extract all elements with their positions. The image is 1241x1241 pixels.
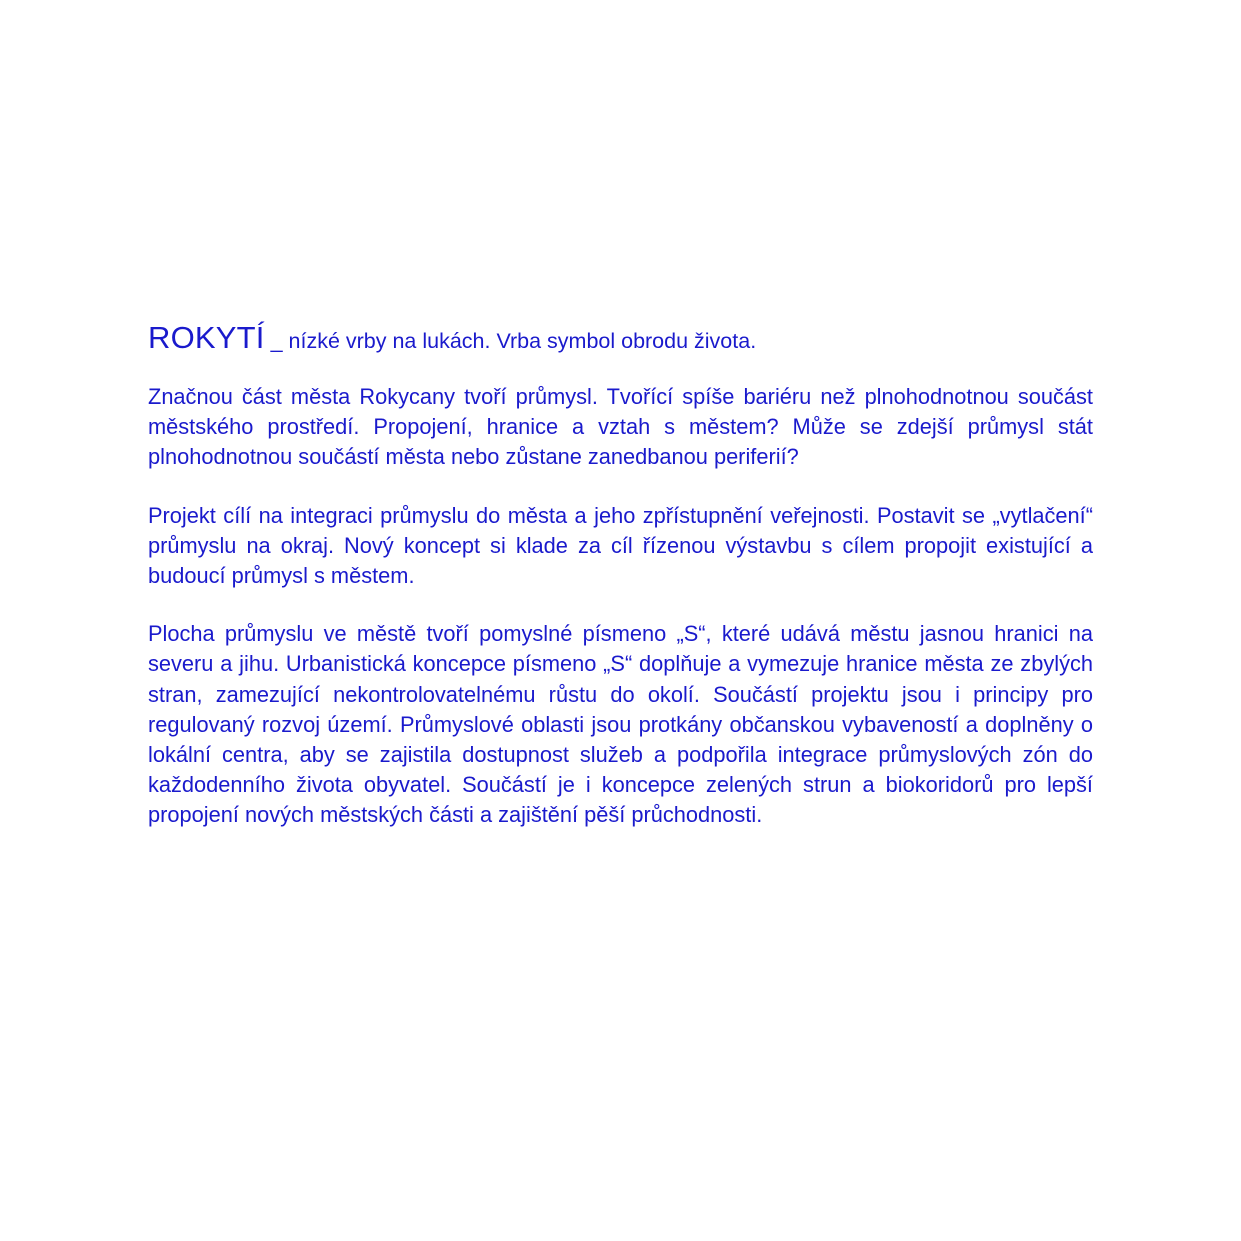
paragraph-goal: Projekt cílí na integraci průmyslu do města a jeho zpřístupnění veřejnosti. Postavit se „vytlačení“ průmyslu na okraj. Nový koncept si klade za cíl řízenou výstavbu s cílem propojit existující a budoucí průmysl s městem.	[148, 502, 1093, 589]
document-body	[148, 318, 1093, 859]
paragraph-intro: Značnou část města Rokycany tvoří průmysl. Tvořící spíše bariéru než plnohodnotnou součást městského prostředí. Propojení, hranice a vztah s městem? Může se zdejší průmysl stát plnohodnotnou součástí města nebo zůstane zanedbanou periferií?	[148, 384, 1093, 470]
page-title: ROKYTÍ	[148, 320, 265, 355]
page-subtitle: _ nízké vrby na lukách. Vrba symbol obrodu života.	[264, 329, 757, 353]
heading-line	[148, 318, 1093, 364]
paragraph-concept: Plocha průmyslu ve městě tvoří pomyslné písmeno „S“, které udává městu jasnou hranici na severu a jihu. Urbanistická koncepce písmeno „S“ doplňuje a vymezuje hranice města ze zbylých stran, zamezující nekontrolovatelnému růstu do okolí. Součástí projektu jsou i principy pro regulovaný rozvoj území. Průmyslové oblasti jsou protkány občanskou vybaveností a doplněny o lokální centra, aby se zajistila dostupnost služeb a podpořila integrace průmyslových zón do každodenního života obyvatel. Součástí je i koncepce zelených strun a biokoridorů pro lepší propojení nových městských části a zajištění pěší průchodnosti.	[148, 621, 1093, 828]
